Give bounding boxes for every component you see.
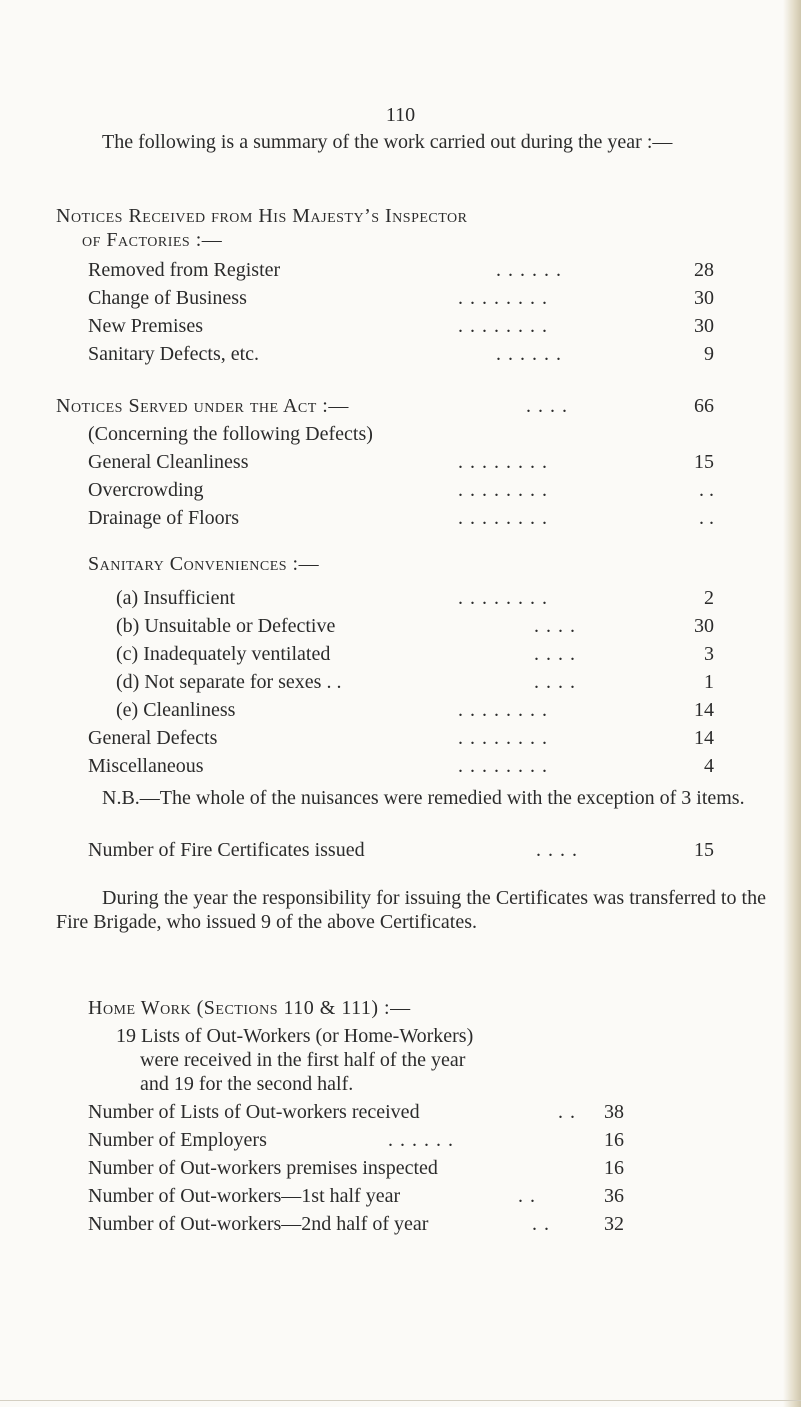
leader-dots: . . . . . . . . — [458, 755, 548, 777]
row-label: Number of Out-workers—1st half year — [88, 1185, 401, 1207]
page-edge-shadow — [783, 0, 801, 1407]
leader-dots: . . — [558, 1101, 576, 1123]
row-value: 3 — [704, 643, 714, 665]
row-value: 9 — [704, 343, 714, 365]
row-label: (d) Not separate for sexes . . — [116, 671, 342, 693]
row-value: . . — [699, 479, 714, 501]
table-row — [88, 752, 728, 780]
table-row — [88, 284, 728, 312]
notices-received-heading — [56, 204, 468, 252]
notices-served-total: 66 — [694, 395, 714, 417]
row-value: 2 — [704, 587, 714, 609]
notices-served-heading-row — [56, 392, 736, 420]
row-label: Drainage of Floors — [88, 507, 240, 529]
nb-note: N.B.—The whole of the nuisances were remedied with the exception of 3 items. — [102, 787, 745, 809]
table-row — [88, 476, 728, 504]
leader-dots: . . . . . . — [496, 259, 562, 281]
row-value: . . — [699, 507, 714, 529]
leader-dots: . . . . — [534, 615, 576, 637]
row-label: Number of Employers — [88, 1129, 267, 1151]
page-number: 110 — [385, 104, 416, 126]
row-label: Number of Out-workers premises inspected — [88, 1157, 438, 1179]
row-value: 30 — [694, 615, 714, 637]
row-label: Number of Lists of Out-workers received — [88, 1101, 420, 1123]
table-row — [116, 584, 728, 612]
table-row — [116, 696, 728, 724]
row-label: New Premises — [88, 315, 203, 337]
leader-dots: . . . . . . — [496, 343, 562, 365]
row-value: 14 — [694, 699, 714, 721]
leader-dots: . . . . . . . . — [458, 727, 548, 749]
leader-dots: . . . . . . . . — [458, 315, 548, 337]
table-row — [88, 1126, 728, 1154]
row-label: Removed from Register — [88, 259, 281, 281]
row-value: 15 — [694, 839, 714, 861]
table-row — [88, 1154, 728, 1182]
table-row — [88, 504, 728, 532]
subheading-text: (Concerning the following Defects) — [88, 423, 373, 445]
page-bottom-rule — [0, 1400, 801, 1401]
leader-dots: . . . . — [526, 395, 568, 417]
row-value: 15 — [694, 451, 714, 473]
home-work-heading: Home Work (Sections 110 & 111) :— — [88, 997, 411, 1019]
row-label: (a) Insufficient — [116, 587, 236, 609]
table-row — [88, 340, 728, 368]
table-row — [88, 256, 728, 284]
table-row — [116, 612, 728, 640]
sanitary-heading: Sanitary Conveniences :— — [88, 553, 320, 575]
row-label: General Defects — [88, 727, 218, 749]
row-label: (e) Cleanliness — [116, 699, 236, 721]
row-value: 1 — [704, 671, 714, 693]
fire-note: During the year the responsibility for issuing the Certificates was transferred to the Fire Brigade, who issued 9 of the above Certificates. — [56, 887, 766, 933]
row-value: 16 — [604, 1157, 624, 1179]
notices-received-heading-line1: Notices Received from His Majesty’s Inspector — [56, 205, 468, 227]
leader-dots: . . . . — [534, 671, 576, 693]
row-value: 30 — [694, 315, 714, 337]
leader-dots: . . . . . . . . — [458, 507, 548, 529]
row-value: 14 — [694, 727, 714, 749]
notices-served-subheading — [88, 420, 728, 448]
fire-certificates-row — [88, 836, 728, 864]
table-row — [88, 724, 728, 752]
leader-dots: . . . . . . . . — [458, 699, 548, 721]
table-row — [116, 640, 728, 668]
table-row — [88, 312, 728, 340]
row-label: Overcrowding — [88, 479, 204, 501]
row-label: Number of Out-workers—2nd half of year — [88, 1213, 429, 1235]
intro-paragraph: The following is a summary of the work carried out during the year :— — [102, 131, 673, 153]
row-value: 32 — [604, 1213, 624, 1235]
row-value: 4 — [704, 755, 714, 777]
leader-dots: . . . . — [536, 839, 578, 861]
row-label: (b) Unsuitable or Defective — [116, 615, 336, 637]
table-row — [88, 448, 728, 476]
row-value: 38 — [604, 1101, 624, 1123]
table-row — [116, 668, 728, 696]
notices-received-heading-line2: of Factories :— — [82, 229, 223, 251]
table-row — [88, 1182, 728, 1210]
leader-dots: . . — [532, 1213, 550, 1235]
notices-served-heading: Notices Served under the Act :— — [56, 395, 349, 417]
leader-dots: . . . . . . — [388, 1129, 454, 1151]
row-value: 30 — [694, 287, 714, 309]
row-value: 28 — [694, 259, 714, 281]
home-work-description: 19 Lists of Out-Workers (or Home-Workers) were received in the first half of the year and 19 for the second half. — [116, 1025, 474, 1095]
leader-dots: . . . . . . . . — [458, 479, 548, 501]
table-row — [88, 1210, 728, 1238]
row-value: 16 — [604, 1129, 624, 1151]
leader-dots: . . . . — [534, 643, 576, 665]
row-label: Change of Business — [88, 287, 247, 309]
leader-dots: . . . . . . . . — [458, 451, 548, 473]
row-label: Sanitary Defects, etc. — [88, 343, 260, 365]
leader-dots: . . . . . . . . — [458, 287, 548, 309]
row-label: General Cleanliness — [88, 451, 249, 473]
row-value: 36 — [604, 1185, 624, 1207]
row-label: Number of Fire Certificates issued — [88, 839, 365, 861]
table-row — [88, 1098, 728, 1126]
row-label: Miscellaneous — [88, 755, 204, 777]
leader-dots: . . . . . . . . — [458, 587, 548, 609]
leader-dots: . . — [518, 1185, 536, 1207]
row-label: (c) Inadequately ventilated — [116, 643, 331, 665]
